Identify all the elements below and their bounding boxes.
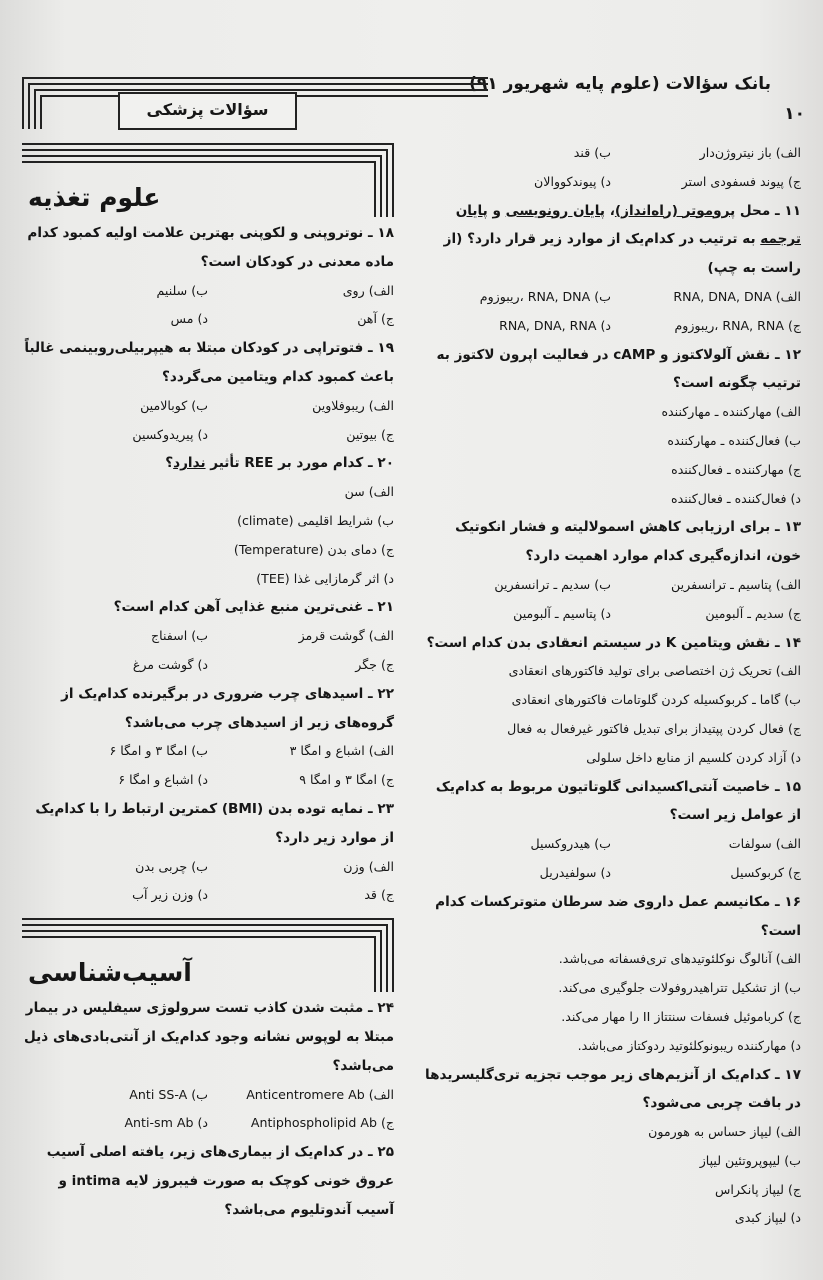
- question-24: ۲۴ ـ مثبت شدن کاذب تست سرولوژی سیفلیس در بیمار مبتلا به لوپوس نشانه وجود کدام‌یک از آنتی‌بادی‌های ذیل می‌باشد؟: [24, 1000, 394, 1074]
- header-rule-vertical: [34, 89, 36, 129]
- option: ج) جگر: [355, 656, 394, 672]
- question-18: ۱۸ ـ نوتروپنی و لکوپنی بهترین علامت اولیه کمبود کدام ماده معدنی در کودکان است؟: [27, 225, 394, 270]
- question-23: ۲۳ ـ نمایه توده بدن (BMI) کمترین ارتباط را با کدام‌یک از موارد زیر دارد؟: [35, 800, 394, 846]
- subject-header-pathology: [22, 918, 394, 994]
- option: ج) قد: [364, 887, 394, 903]
- q23-options: [22, 853, 394, 911]
- q11-pre: ۱۱ ـ محل: [735, 202, 801, 219]
- option: د) پیریدوکسین: [132, 426, 208, 442]
- header-rule-vertical: [28, 83, 30, 129]
- option: الف) Anticentromere Ab: [246, 1086, 394, 1102]
- option: ب) امگا ۳ و امگا ۶: [109, 743, 208, 759]
- option: ب) لیپوپروتئین لیپاز: [699, 1152, 801, 1168]
- option: الف) اشباع و امگا ۳: [289, 743, 394, 759]
- question-16: ۱۶ ـ مکانیسم عمل داروی ضد سرطان متوترکسات کدام است؟: [435, 893, 801, 939]
- option: ب) قند: [573, 145, 611, 160]
- option: الف) ریبوفلاوین: [312, 397, 394, 413]
- question-13: ۱۳ ـ برای ارزیابی کاهش اسمولالیته و فشار انکوتیک خون، اندازه‌گیری کدام موارد اهمیت دارد؟: [455, 519, 801, 565]
- question-15: ۱۵ ـ خاصیت آنتی‌اکسیدانی گلوتاتیون مربوط به کدام‌یک از عوامل زیر است؟: [435, 778, 801, 824]
- option: الف) پتاسیم ـ ترانسفرین: [671, 576, 801, 592]
- section-label: سؤالات پزشکی: [118, 92, 297, 130]
- q11-promoter: پروموتر (راه‌انداز): [614, 202, 736, 219]
- option: د) پیوندکووالان: [534, 173, 611, 189]
- option: الف) باز نیتروژن‌دار: [699, 145, 801, 160]
- header-rule-vertical: [40, 95, 42, 129]
- q24-options: [22, 1081, 394, 1139]
- option: ب) سلنیم: [156, 282, 208, 298]
- option: ج) RNA, RNA ،ریبوزوم: [674, 317, 801, 333]
- option: الف) گوشت قرمز: [298, 628, 394, 644]
- option: د) فعال‌کننده ـ فعال‌کننده: [671, 490, 801, 506]
- question-12: ۱۲ ـ نقش آلولاکتوز و cAMP در فعالیت اپرون لاکتوز به ترتیب چگونه است؟: [436, 346, 801, 392]
- q21-options: [22, 622, 394, 680]
- option: ب) RNA, DNA ،ریبوزوم: [479, 288, 611, 304]
- option: ج) فعال کردن پپتیداز برای تبدیل فاکتور غیرفعال به فعال: [507, 720, 801, 736]
- option: ج) آهن: [357, 311, 394, 327]
- option: ب) فعال‌کننده ـ مهارکننده: [667, 432, 801, 448]
- question-21: ۲۱ ـ غنی‌ترین منبع غذایی آهن کدام است؟: [113, 599, 394, 616]
- option: ج) بیوتین: [346, 426, 394, 442]
- q12-options: [421, 398, 801, 513]
- option: الف) RNA, DNA, DNA: [673, 288, 801, 304]
- option: ب) چربی بدن: [135, 858, 208, 874]
- right-column: [421, 139, 801, 1233]
- option: الف) وزن: [343, 858, 394, 874]
- q15-options: [421, 830, 801, 888]
- q17-options: [421, 1118, 801, 1233]
- question-11: [421, 197, 801, 283]
- option: ج) مهارکننده ـ فعال‌کننده: [671, 461, 801, 477]
- option: الف) روی: [342, 282, 394, 298]
- option: الف) سولفات: [728, 836, 801, 852]
- q11-translation-end: پایان ترجمه: [455, 202, 801, 248]
- option: د) مس: [170, 311, 208, 327]
- option: ب) سدیم ـ ترانسفرین: [494, 576, 611, 592]
- option: ج) لیپاز پانکراس: [714, 1181, 801, 1197]
- subject-title: علوم تغذیه: [28, 183, 161, 213]
- q18-options: [22, 277, 394, 335]
- option: د) گوشت مرغ: [132, 656, 208, 672]
- question-25: ۲۵ ـ در کدام‌یک از بیماری‌های زیر، یافته اصلی آسیب عروق خونی کوچک به صورت فیبروز لایه intima و آسیب آندوتلیوم می‌باشد؟: [46, 1144, 394, 1218]
- option: د) لیپاز کبدی: [734, 1210, 801, 1226]
- option: ج) دمای بدن (Temperature): [233, 541, 394, 557]
- option: د) سولفیدریل: [539, 864, 611, 880]
- option: ج) Antiphospholipid Ab: [250, 1115, 394, 1131]
- option: د) وزن زیر آب: [132, 887, 208, 903]
- q11-post: به ترتیب در کدام‌یک از موارد زیر قرار دارد؟ (از راست به چپ): [443, 231, 801, 277]
- option: ج) امگا ۳ و امگا ۹: [299, 772, 394, 788]
- q20-negation: ندارد: [173, 455, 206, 472]
- option: الف) تحریک ژن اختصاصی برای تولید فاکتورهای انعقادی: [508, 663, 801, 679]
- option: د) Anti-sm Ab: [124, 1115, 208, 1131]
- header-rule-vertical: [22, 77, 24, 129]
- option: الف) سن: [344, 484, 394, 500]
- option: ب) شرایط اقلیمی (climate): [237, 512, 394, 528]
- option: ب) Anti SS-A: [129, 1086, 208, 1102]
- book-title: بانک سؤالات (علوم پایه شهریور ۹۱): [469, 74, 771, 94]
- q11-mid: و: [487, 202, 506, 219]
- q10-options: [421, 139, 801, 197]
- q11-options: [421, 283, 801, 341]
- q19-options: [22, 392, 394, 450]
- option: د) آزاد کردن کلسیم از منابع داخل سلولی: [586, 749, 801, 765]
- q14-options: [421, 657, 801, 772]
- option: د) مهارکننده ریبونوکلئوتید ردوکتاز می‌باشد.: [577, 1037, 801, 1053]
- subject-header-nutrition: [22, 143, 394, 219]
- option: ج) پیوند فسفودی استر: [681, 173, 801, 189]
- question-19: ۱۹ ـ فتوتراپی در کودکان مبتلا به هیپربیلی‌روبینمی غالباً باعث کمبود کدام ویتامین می‌گردد؟: [24, 340, 394, 385]
- q22-options: [22, 737, 394, 795]
- option: ج) کربوکسیل: [730, 864, 801, 880]
- option: ج) کرباموئیل فسفات سنتتاز II را مهار می‌کند.: [561, 1008, 801, 1024]
- q20-pre: ۲۰ ـ کدام مورد بر REE تأثیر: [205, 455, 394, 472]
- q13-options: [421, 571, 801, 629]
- option: الف) لیپاز حساس به هورمون: [648, 1124, 801, 1140]
- option: د) اثر گرمازایی غذا (TEE): [256, 570, 394, 586]
- option: ب) هیدروکسیل: [530, 836, 611, 852]
- option: د) اشباع و امگا ۶: [118, 772, 208, 788]
- option: د) RNA, DNA, RNA: [499, 317, 611, 333]
- question-14: ۱۴ ـ نقش ویتامین K در سیستم انعقادی بدن کدام است؟: [426, 634, 801, 651]
- q16-options: [421, 945, 801, 1060]
- subject-title: آسیب‌شناسی: [28, 958, 192, 988]
- question-22: ۲۲ ـ اسیدهای چرب ضروری در برگیرنده کدام‌یک از گروه‌های زیر از اسیدهای چرب می‌باشد؟: [61, 685, 394, 731]
- q11-transcription-end: پایان رونویسی: [505, 202, 605, 219]
- option: ب) گاما ـ کربوکسیله کردن گلوتامات فاکتورهای انعقادی: [511, 692, 801, 708]
- option: د) پتاسیم ـ آلبومین: [513, 605, 611, 621]
- option: ب) اسفناج: [151, 628, 208, 644]
- q11-sep: ،: [605, 202, 615, 219]
- q20-post: ؟: [165, 455, 174, 472]
- q20-options: [22, 478, 394, 593]
- option: ب) از تشکیل تتراهیدروفولات جلوگیری می‌کند.: [558, 980, 801, 996]
- left-column: [22, 143, 394, 1225]
- question-20: [22, 449, 394, 478]
- option: الف) آنالوگ نوکلئوتیدهای تری‌فسفاته می‌باشد.: [558, 951, 801, 967]
- page-number: ۱۰: [784, 104, 805, 124]
- option: ج) سدیم ـ آلبومین: [705, 605, 801, 621]
- option: الف) مهارکننده ـ مهارکننده: [661, 404, 801, 420]
- question-17: ۱۷ ـ کدام‌یک از آنزیم‌های زیر موجب تجزیه تری‌گلیسریدها در بافت چربی می‌شود؟: [425, 1066, 801, 1112]
- option: ب) کوبالامین: [140, 397, 208, 413]
